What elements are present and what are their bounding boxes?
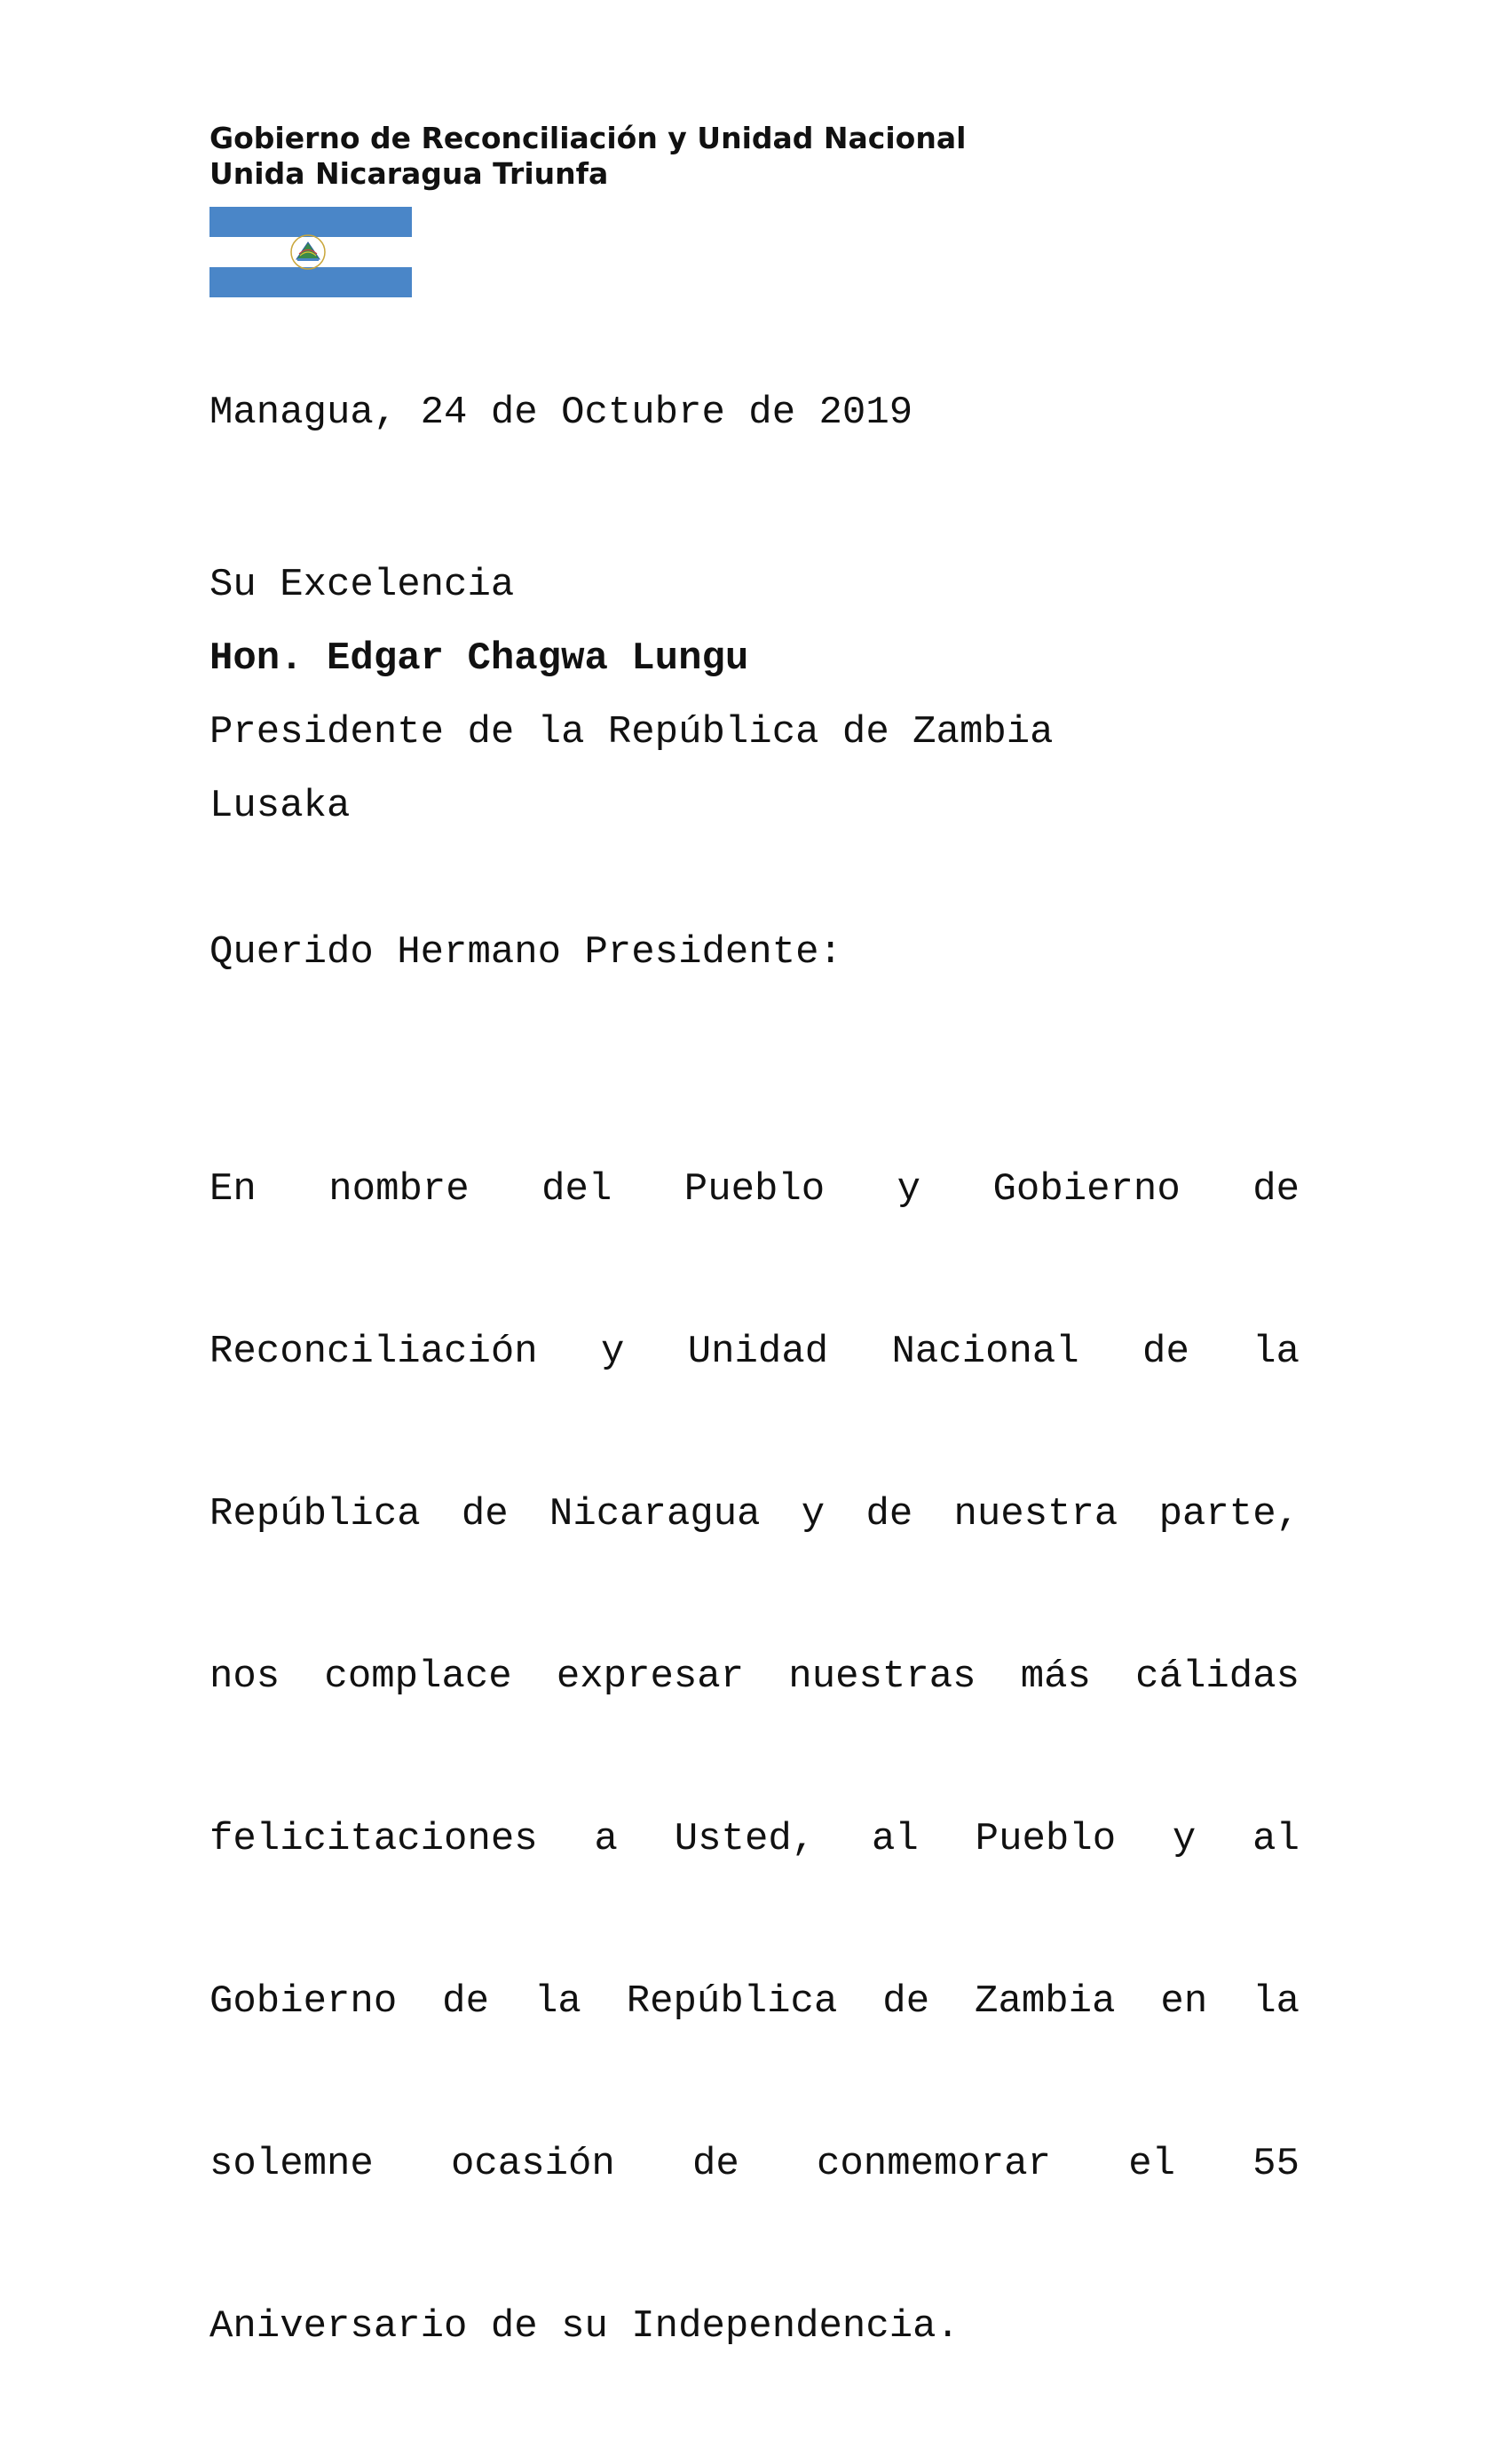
letterhead-slogan: Unida Nicaragua Triunfa — [209, 156, 609, 191]
body-line: En nombre del Pueblo y Gobierno de — [209, 1167, 1300, 1212]
letterhead — [209, 121, 966, 192]
body-line: Aniversario de su Independencia. — [209, 2304, 960, 2349]
body-line: nos complace expresar nuestras más cálidas — [209, 1655, 1300, 1699]
letter-body-paragraph — [209, 1076, 1300, 2464]
salutation-title: Su Excelencia — [209, 563, 515, 607]
recipient-city: Lusaka — [209, 784, 351, 828]
letter-date: Managua, 24 de Octubre de 2019 — [209, 391, 913, 435]
greeting: Querido Hermano Presidente: — [209, 930, 842, 975]
body-line: solemne ocasión de conmemorar el 55 — [209, 2142, 1300, 2186]
body-line: felicitaciones a Usted, al Pueblo y al — [209, 1817, 1300, 1861]
recipient-name: Hon. Edgar Chagwa Lungu — [209, 636, 749, 681]
recipient-position: Presidente de la República de Zambia — [209, 710, 1054, 754]
letterhead-government-name: Gobierno de Reconciliación y Unidad Nacional — [209, 121, 967, 155]
body-line: República de Nicaragua y de nuestra parte, — [209, 1492, 1300, 1536]
nicaragua-flag-icon — [209, 207, 412, 297]
body-line: Gobierno de la República de Zambia en la — [209, 1979, 1300, 2024]
body-line: Reconciliación y Unidad Nacional de la — [209, 1330, 1300, 1374]
